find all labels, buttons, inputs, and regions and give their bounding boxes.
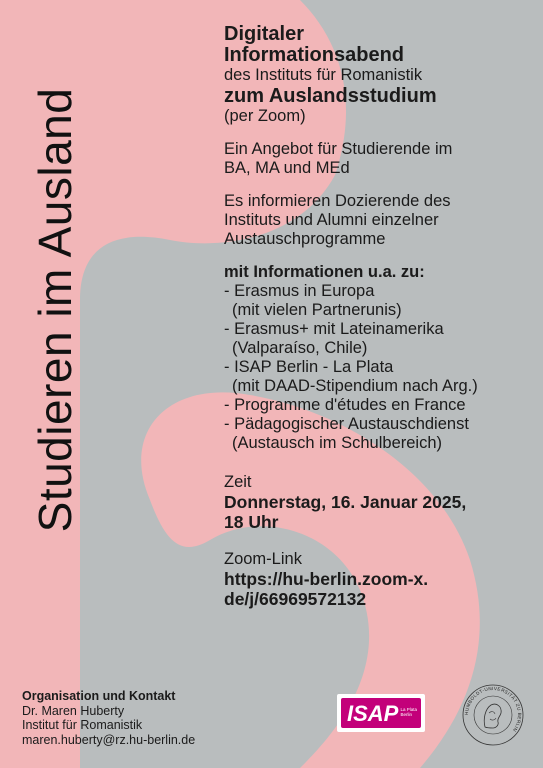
inform-line-1: Es informieren Dozierende des bbox=[224, 192, 451, 210]
contact-name: Dr. Maren Huberty bbox=[22, 703, 125, 718]
zoom-link-label: Zoom-Link bbox=[224, 550, 302, 568]
info-heading: mit Informationen u.a. zu: bbox=[224, 263, 425, 281]
heading-line-2: Informationsabend bbox=[224, 44, 405, 66]
hu-seal-logo bbox=[461, 683, 525, 747]
info-item-detail: (Valparaíso, Chile) bbox=[232, 339, 368, 357]
institute-line: des Instituts für Romanistik bbox=[224, 66, 423, 84]
info-item: - Pädagogischer Austauschdienst bbox=[224, 415, 469, 433]
contact-footer bbox=[22, 689, 195, 747]
isap-logo-text: ISAP bbox=[347, 701, 399, 726]
inform-line-3: Austauschprogramme bbox=[224, 230, 386, 248]
isap-logo-subtext: La Plata Berlin bbox=[400, 707, 417, 717]
offer-line-2: BA, MA und MEd bbox=[224, 159, 350, 177]
zoom-link-line-1[interactable]: https://hu-berlin.zoom-x. bbox=[224, 569, 429, 589]
offer-line-1: Ein Angebot für Studierende im bbox=[224, 140, 453, 158]
svg-text:HUMBOLDT-UNIVERSITÄT ZU BERLIN: HUMBOLDT-UNIVERSITÄT ZU BERLIN bbox=[463, 685, 523, 733]
date-line-1: Donnerstag, 16. Januar 2025, bbox=[224, 492, 467, 512]
heading-line-1: Digitaler bbox=[224, 23, 305, 45]
info-item-detail: (mit DAAD-Stipendium nach Arg.) bbox=[232, 377, 478, 395]
info-item: - Programme d'études en France bbox=[224, 396, 466, 414]
contact-email[interactable]: maren.huberty@rz.hu-berlin.de bbox=[22, 732, 196, 747]
topic-line: zum Auslandsstudium bbox=[224, 85, 437, 107]
contact-institute: Institut für Romanistik bbox=[22, 718, 143, 732]
inform-line-2: Instituts und Alumni einzelner bbox=[224, 211, 439, 229]
contact-heading: Organisation und Kontakt bbox=[22, 689, 176, 703]
vertical-title-text: Studieren im Ausland bbox=[29, 87, 81, 533]
vertical-title bbox=[30, 10, 80, 610]
zeit-label: Zeit bbox=[224, 473, 252, 491]
poster-content bbox=[224, 24, 534, 609]
isap-logo bbox=[337, 694, 425, 732]
zoom-note: (per Zoom) bbox=[224, 107, 306, 125]
info-item-detail: (Austausch im Schulbereich) bbox=[232, 434, 443, 452]
zoom-link-line-2[interactable]: de/j/66969572132 bbox=[224, 589, 367, 609]
info-item: - ISAP Berlin - La Plata bbox=[224, 358, 394, 376]
info-item: - Erasmus+ mit Lateinamerika bbox=[224, 320, 444, 338]
info-item-detail: (mit vielen Partnerunis) bbox=[232, 301, 402, 319]
info-item: - Erasmus in Europa bbox=[224, 282, 375, 300]
date-line-2: 18 Uhr bbox=[224, 512, 279, 532]
